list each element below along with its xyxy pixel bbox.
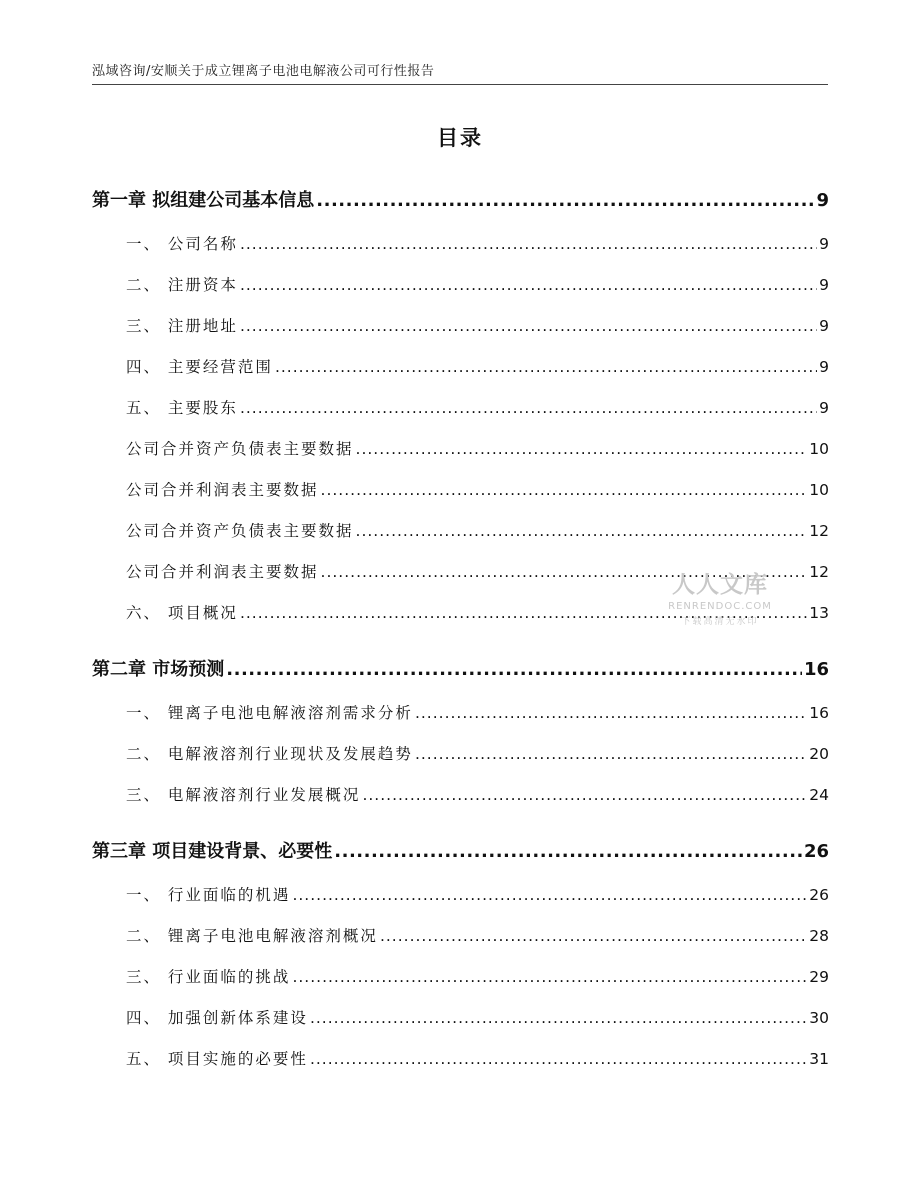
toc-leader-dots: [310, 1050, 807, 1068]
toc-section-entry[interactable]: [92, 965, 829, 989]
toc-section-entry[interactable]: [92, 1047, 829, 1071]
toc-entry-label: 三、 电解液溶剂行业发展概况: [126, 786, 361, 804]
toc-page-number: 29: [809, 968, 829, 986]
toc-leader-dots: [362, 786, 807, 804]
toc-section-entry[interactable]: [92, 519, 829, 543]
watermark-sub-text: RENRENDOC.COM: [668, 601, 772, 612]
toc-entry-label: 一、 行业面临的机遇: [126, 886, 291, 904]
toc-entry-label: 四、 加强创新体系建设: [126, 1009, 308, 1027]
toc-section-entry[interactable]: [92, 437, 829, 461]
toc-entry-label: 公司合并利润表主要数据: [126, 563, 319, 581]
toc-leader-dots: [292, 968, 807, 986]
toc-entry-label: 三、 注册地址: [126, 317, 238, 335]
toc-entry-label: 第一章 拟组建公司基本信息: [92, 190, 315, 211]
toc-section-entry[interactable]: [92, 883, 829, 907]
toc-leader-dots: [316, 190, 814, 211]
toc-section-entry[interactable]: [92, 924, 829, 948]
toc-leader-dots: [415, 704, 807, 722]
toc-entry-label: 五、 主要股东: [126, 399, 238, 417]
toc-entry-label: 公司合并资产负债表主要数据: [126, 440, 354, 458]
toc-section-entry[interactable]: [92, 396, 829, 420]
toc-entry-label: 五、 项目实施的必要性: [126, 1050, 308, 1068]
toc-page-number: 9: [816, 190, 829, 211]
toc-page-number: 9: [819, 235, 829, 253]
toc-leader-dots: [356, 440, 808, 458]
toc-section-entry[interactable]: [92, 783, 829, 807]
header-divider: [92, 84, 828, 85]
toc-leader-dots: [275, 358, 817, 376]
toc-entry-label: 一、 公司名称: [126, 235, 238, 253]
watermark-note-text: 下载高清无水印: [681, 617, 759, 627]
toc-leader-dots: [240, 317, 817, 335]
toc-chapter-entry[interactable]: [92, 655, 829, 683]
toc-page-number: 24: [809, 786, 829, 804]
toc-entry-label: 二、 注册资本: [126, 276, 238, 294]
toc-page-number: 16: [803, 659, 829, 680]
toc-entry-label: 第三章 项目建设背景、必要性: [92, 841, 333, 862]
toc-entry-label: 公司合并资产负债表主要数据: [126, 522, 354, 540]
toc-section-entry[interactable]: [92, 742, 829, 766]
toc-leader-dots: [334, 841, 802, 862]
toc-page-number: 31: [809, 1050, 829, 1068]
toc-leader-dots: [310, 1009, 807, 1027]
toc-page-number: 9: [819, 399, 829, 417]
watermark-logo: [650, 566, 790, 632]
toc-page-number: 10: [809, 481, 829, 499]
toc-page-number: 9: [819, 358, 829, 376]
toc-page-number: 9: [819, 317, 829, 335]
toc-section-entry[interactable]: [92, 1006, 829, 1030]
toc-page-number: 26: [803, 841, 829, 862]
toc-entry-label: 公司合并利润表主要数据: [126, 481, 319, 499]
toc-page-number: 12: [809, 563, 829, 581]
toc-page-number: 26: [809, 886, 829, 904]
toc-entry-label: 三、 行业面临的挑战: [126, 968, 291, 986]
toc-entry-label: 六、 项目概况: [126, 604, 238, 622]
toc-section-entry[interactable]: [92, 232, 829, 256]
toc-section-entry[interactable]: [92, 701, 829, 725]
toc-page-number: 30: [809, 1009, 829, 1027]
watermark-main-text: 人人文库: [672, 571, 768, 598]
toc-section-entry[interactable]: [92, 273, 829, 297]
toc-leader-dots: [380, 927, 807, 945]
toc-leader-dots: [292, 886, 807, 904]
toc-section-entry[interactable]: [92, 478, 829, 502]
toc-leader-dots: [240, 399, 817, 417]
toc-leader-dots: [240, 235, 817, 253]
toc-leader-dots: [415, 745, 807, 763]
toc-page-number: 13: [809, 604, 829, 622]
toc-entry-label: 四、 主要经营范围: [126, 358, 273, 376]
toc-entry-label: 第二章 市场预测: [92, 659, 225, 680]
toc-section-entry[interactable]: [92, 314, 829, 338]
toc-page-number: 20: [809, 745, 829, 763]
toc-leader-dots: [226, 659, 802, 680]
toc-entry-label: 一、 锂离子电池电解液溶剂需求分析: [126, 704, 413, 722]
toc-page-number: 28: [809, 927, 829, 945]
toc-chapter-entry[interactable]: [92, 837, 829, 865]
toc-leader-dots: [321, 481, 808, 499]
toc-page-number: 12: [809, 522, 829, 540]
toc-entry-label: 二、 锂离子电池电解液溶剂概况: [126, 927, 378, 945]
toc-page-number: 9: [819, 276, 829, 294]
page-title: 目录: [437, 126, 483, 150]
toc-chapter-entry[interactable]: [92, 186, 829, 214]
toc-leader-dots: [356, 522, 808, 540]
toc-leader-dots: [240, 276, 817, 294]
running-header: 泓域咨询/安顺关于成立锂离子电池电解液公司可行性报告: [92, 64, 435, 79]
toc-page-number: 16: [809, 704, 829, 722]
toc-entry-label: 二、 电解液溶剂行业现状及发展趋势: [126, 745, 413, 763]
toc-section-entry[interactable]: [92, 355, 829, 379]
toc-page-number: 10: [809, 440, 829, 458]
